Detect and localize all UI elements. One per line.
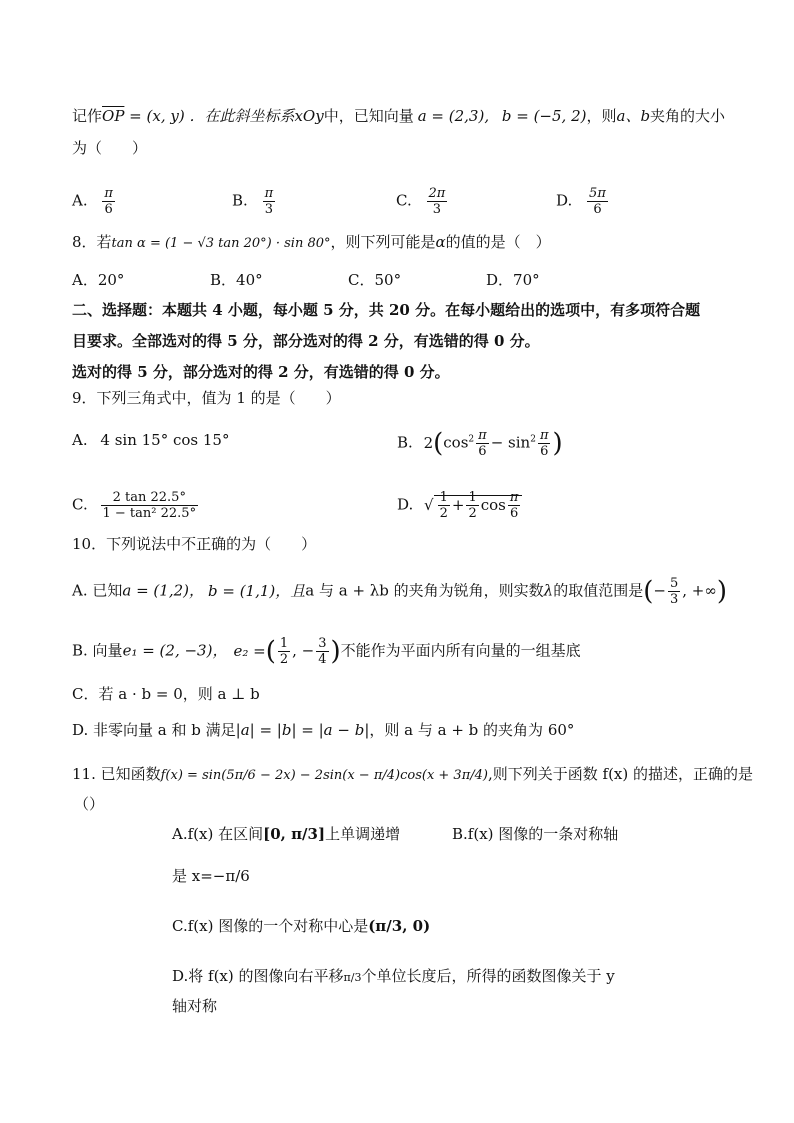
q7-stem-line2: 为（ ） — [72, 139, 148, 157]
fraction — [508, 490, 521, 521]
q9-option-b: B. $2(\cos^2$ $\frac{\pi}{6}$ − $\sin^2$ $\frac{\pi}{6}$ ) — [397, 428, 563, 459]
num: π — [104, 186, 113, 201]
den: 3 — [669, 592, 679, 607]
q7-option-d — [556, 186, 610, 217]
q8-stem — [72, 232, 551, 254]
text: 上单调递增 — [325, 825, 401, 843]
q10-option-c: C．若 a · b = 0，则 a ⊥ b — [72, 685, 260, 703]
num: π — [478, 428, 487, 443]
den: 2 — [468, 506, 477, 521]
q11-option-d-cont: 轴对称 — [172, 997, 218, 1015]
num: 1 — [279, 636, 289, 651]
q9-option-a — [72, 430, 229, 450]
fraction — [102, 186, 115, 217]
den: 3 — [432, 202, 442, 217]
e1: e₁ = (2, −3)， — [122, 641, 228, 660]
coef: 2 — [423, 433, 434, 452]
plus: + — [451, 495, 465, 514]
text: 中，已知向量 — [323, 107, 414, 125]
q9-stem: 9．下列三角式中，值为 1 的是（ ） — [72, 389, 341, 407]
minus-sin: − sin — [490, 433, 531, 452]
alpha: α — [435, 233, 446, 251]
expr: |a| = |b| = |a − b| — [235, 721, 370, 739]
q7-option-b — [232, 186, 277, 217]
q7-stem-line1 — [72, 106, 725, 126]
cos: cos — [443, 433, 469, 452]
q8-option-d: D．70° — [486, 271, 540, 289]
text: a 与 a + λb 的夹角为锐角，则实数 — [305, 581, 544, 600]
xoy-label: xOy — [294, 107, 324, 125]
fraction — [538, 428, 551, 459]
fraction — [263, 186, 276, 217]
den: 6 — [510, 506, 519, 521]
paren: ( — [433, 428, 444, 459]
q8-formula: tan α = (1 − √3 tan 20°) · sin 80° — [111, 236, 331, 251]
paren: ( — [265, 636, 276, 667]
option-label: A. — [72, 191, 88, 210]
vector-b-value: b = (−5, 2) — [501, 107, 587, 125]
num: π — [509, 490, 519, 505]
q10-stem: 10．下列说法中不正确的为（ ） — [72, 535, 317, 553]
text: 的取值范围是 — [553, 581, 644, 600]
fraction — [668, 576, 680, 607]
paren: ) — [552, 428, 563, 459]
text: D.将 f(x) 的图像向右平移 — [172, 967, 344, 985]
den: 6 — [593, 202, 602, 217]
q7-option-a — [72, 186, 117, 217]
text: 11. 已知函数 — [72, 765, 161, 783]
text: 的值的是（ ） — [445, 233, 551, 251]
q9-option-d: D. √ $\frac{1}{2}$ + $\frac{1}{2}$ cos $\frac{\pi}{6}$ — [397, 490, 522, 521]
text: ，则下列可能是 — [330, 233, 436, 251]
den: 2 — [279, 652, 289, 667]
q11-paren: （） — [74, 795, 105, 813]
fraction — [278, 636, 290, 667]
den: 2 — [439, 506, 448, 521]
cos: cos — [480, 495, 506, 514]
num: 1 — [468, 490, 477, 505]
section2-heading-line3: 选对的得 5 分，部分选对的得 2 分，有选错的得 0 分。 — [72, 363, 450, 381]
text: ，则 — [586, 107, 617, 125]
option-label: D. — [397, 495, 414, 514]
paren: ) — [716, 576, 727, 607]
option-label: C. — [72, 495, 88, 514]
option-label: C. — [396, 191, 412, 210]
num: 2π — [428, 186, 446, 201]
q10-option-b: B. 向量e₁ = (2, −3)， e₂ =( $\frac{1}{2}$ , − $\frac{3}{4}$ )不能作为平面内所有向量的一组基底 — [72, 636, 581, 667]
text: 夹角的大小 — [650, 107, 726, 125]
num: 1 — [439, 490, 448, 505]
fraction — [587, 186, 608, 217]
option-label: B. — [397, 433, 413, 452]
text: = (x, y) ．在此斜坐标系 — [124, 107, 295, 125]
text: A. 已知 — [72, 581, 123, 600]
point: (π/3, 0) — [368, 917, 431, 935]
text: 记作 — [72, 107, 103, 125]
q8-option-b: B．40° — [210, 271, 263, 289]
fraction — [476, 428, 489, 459]
text: ，则 a 与 a + b 的夹角为 60° — [369, 721, 575, 739]
option-label: B. — [232, 191, 248, 210]
text: B. 向量 — [72, 641, 123, 660]
a-val: a = (1,2)， — [122, 581, 204, 600]
num: 3 — [318, 636, 327, 651]
den: 1 − tan² 22.5° — [102, 506, 197, 521]
option-label: D. — [556, 191, 573, 210]
expr: 4 sin 15° cos 15° — [100, 431, 230, 449]
q10-option-a: A. 已知a = (1,2)， b = (1,1)，且a 与 a + λb 的夹角为锐角，则实数λ的取值范围是(− $\frac{5}{3}$ , +∞) — [72, 576, 727, 607]
op-vector: $\overline{OP}$ — [102, 107, 125, 125]
den: 6 — [540, 444, 549, 459]
fraction — [101, 490, 199, 521]
q10-option-d — [72, 720, 574, 740]
q8-option-c: C．50° — [348, 271, 402, 289]
text: D. 非零向量 a 和 b 满足 — [72, 721, 236, 739]
text: 不能作为平面内所有向量的一组基底 — [340, 641, 581, 660]
q11-option-d — [172, 966, 615, 988]
q11-option-a — [172, 824, 400, 844]
q9-option-c — [72, 490, 200, 521]
paren: ) — [330, 636, 341, 667]
interval: [0, π/3] — [263, 825, 326, 843]
den: 3 — [264, 202, 273, 217]
q11-option-c — [172, 916, 430, 936]
num: π — [539, 428, 549, 443]
q11-option-b-cont: 是 x=−π/6 — [172, 867, 250, 885]
fraction — [438, 490, 450, 521]
den: 4 — [318, 652, 327, 667]
text: A.f(x) 在区间 — [172, 825, 264, 843]
fraction — [466, 490, 478, 521]
text: 8．若 — [72, 233, 112, 251]
text: 个单位长度后，所得的函数图像关于 y — [361, 967, 615, 985]
q8-option-a: A．20° — [72, 271, 125, 289]
shift: π/3 — [343, 971, 362, 984]
section2-heading-line1: 二、选择题：本题共 4 小题，每小题 5 分，共 20 分。在每小题给出的选项中，有多项符合题 — [72, 301, 701, 319]
option-label: A. — [72, 431, 88, 449]
num: 5 — [669, 576, 679, 591]
q11-stem — [72, 764, 753, 786]
q7-option-c — [396, 186, 449, 217]
e2: e₂ = — [233, 641, 266, 660]
vector-a-value: a = (2,3), — [417, 107, 490, 125]
fraction — [427, 186, 448, 217]
range-end: , +∞ — [682, 581, 717, 600]
function: f(x) = sin(5π/6 − 2x) − 2sin(x − π/4)cos(x + 3π/4) — [160, 768, 488, 783]
q11-option-b: B.f(x) 图像的一条对称轴 — [452, 825, 619, 843]
fraction — [316, 636, 328, 667]
lambda: λ — [543, 581, 554, 600]
paren: ( — [643, 576, 654, 607]
ab-label: a、b — [616, 107, 651, 125]
b-val: b = (1,1)，且 — [207, 581, 306, 600]
text: ,则下列关于函数 f(x) 的描述，正确的是 — [487, 765, 754, 783]
den: 6 — [104, 202, 113, 217]
section2-heading-line2: 目要求。全部选对的得 5 分，部分选对的得 2 分，有选错的得 0 分。 — [72, 332, 540, 350]
text: C.f(x) 图像的一个对称中心是 — [172, 917, 369, 935]
num: 2 tan 22.5° — [101, 490, 199, 506]
den: 6 — [478, 444, 487, 459]
num: 5π — [589, 186, 606, 201]
num: π — [264, 186, 274, 201]
